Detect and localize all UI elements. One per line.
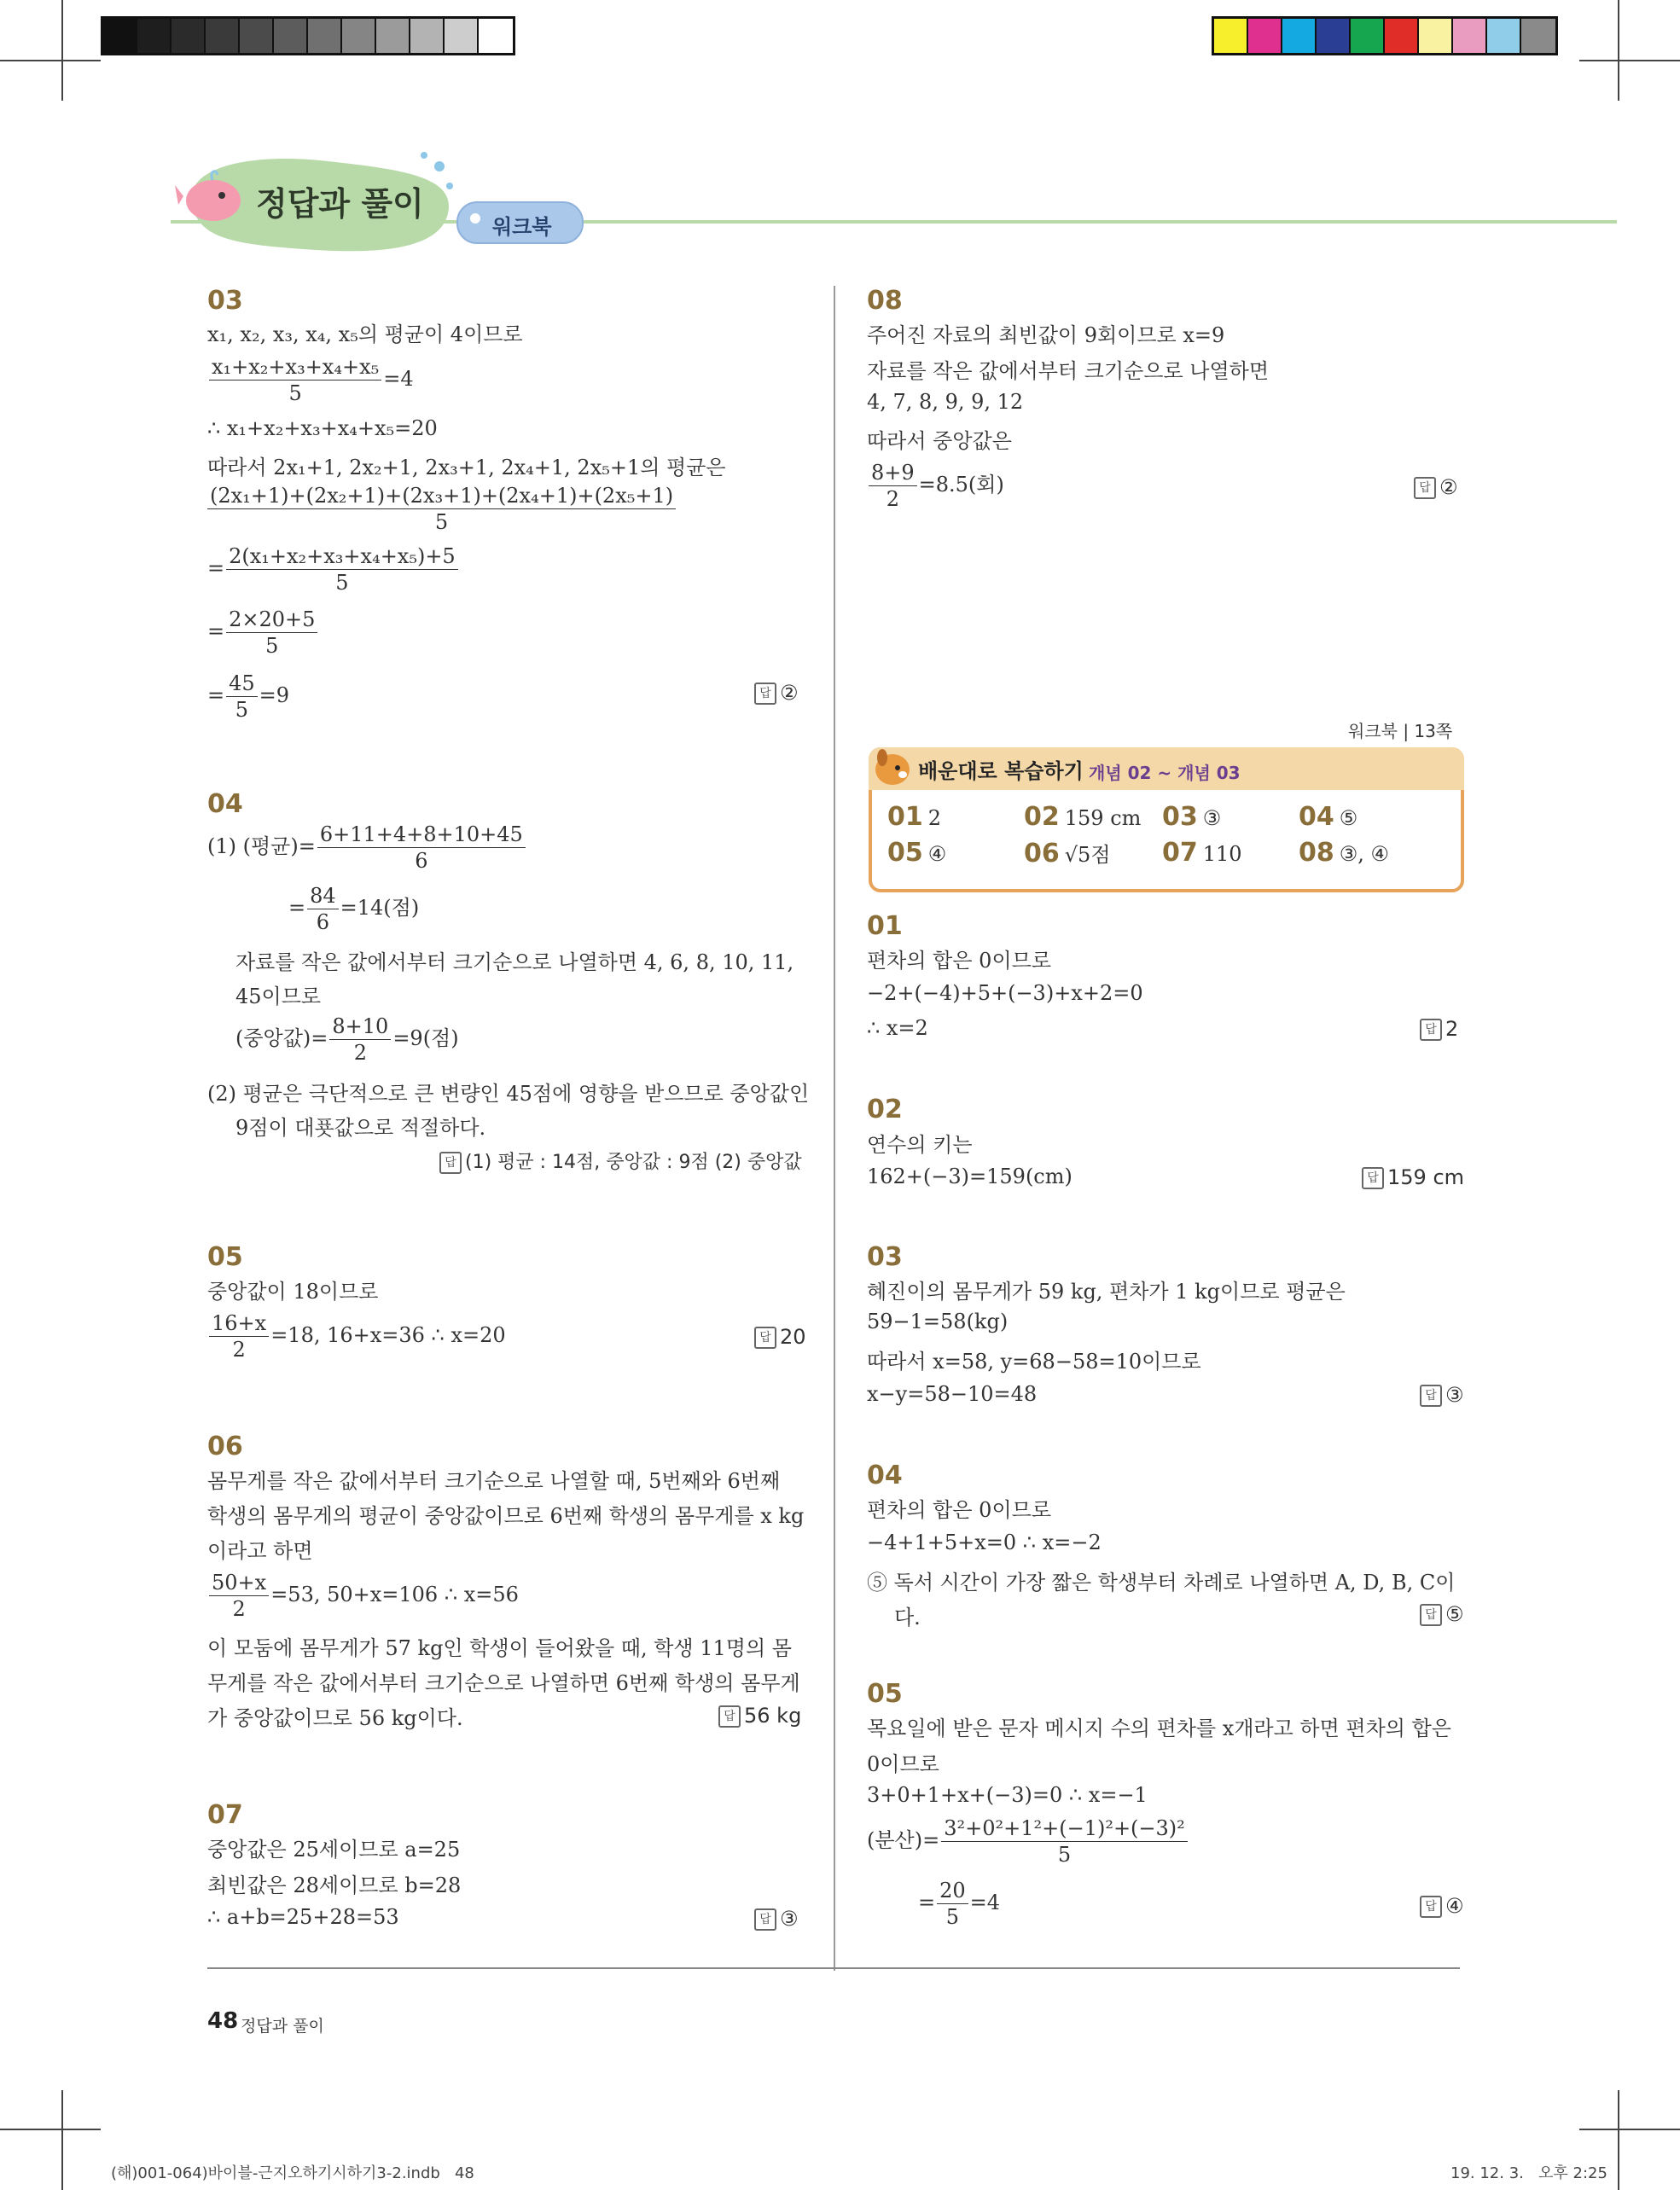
- solution-line: 4, 7, 8, 9, 9, 12: [867, 390, 1024, 414]
- answer-icon: 답: [754, 1908, 776, 1931]
- color-swatch: [1487, 19, 1521, 53]
- color-swatch: [1351, 19, 1385, 53]
- file-info: (해)001-064)바이블-근지오하기시하기3-2.indb 48: [111, 2164, 474, 2182]
- answer-mark: 답 56 kg: [718, 1704, 801, 1728]
- crop-mark: [61, 2090, 63, 2190]
- review-answer-item: [1162, 838, 1242, 868]
- answer-icon: 답: [1414, 477, 1436, 499]
- fraction-line: (1) (평균)= $\frac{6+11+4+8+10+45}{6}$: [207, 822, 527, 874]
- color-swatch: [1214, 19, 1248, 53]
- solution-line: 0이므로: [867, 1752, 939, 1776]
- review-answer-item: [1024, 802, 1141, 832]
- review-item-answer: √5점: [1064, 843, 1111, 867]
- crop-mark: [61, 0, 63, 101]
- solution-line: 9점이 대푯값으로 적절하다.: [235, 1116, 486, 1140]
- review-answer-item: [1024, 838, 1111, 868]
- color-swatch: [274, 19, 308, 53]
- review-item-number: 01: [887, 802, 923, 832]
- solution-line: 학생의 몸무게의 평균이 중앙값이므로 6번째 학생의 몸무게를 x kg: [207, 1504, 805, 1528]
- color-swatch: [240, 19, 274, 53]
- process-color-bar: [1212, 16, 1558, 55]
- workbook-page-ref: 워크북 | 13쪽: [1348, 721, 1453, 741]
- crop-mark: [1618, 2090, 1619, 2190]
- color-swatch: [137, 19, 171, 53]
- fraction-line: (분산)= $\frac{\text{3²+0²+1²+(−1)²+(−3)²}}{5}$: [867, 1815, 1189, 1868]
- review-answer-item: [1299, 802, 1357, 832]
- review-item-number: 03: [1162, 802, 1198, 832]
- color-swatch: [1317, 19, 1351, 53]
- review-item-number: 06: [1024, 839, 1060, 868]
- fraction-line: = $\frac{45}{5}$ =9: [207, 671, 290, 722]
- solution-line: 목요일에 받은 문자 메시지 수의 편차를 x개라고 하면 편차의 합은: [867, 1717, 1451, 1740]
- color-swatch: [171, 19, 206, 53]
- grayscale-color-bar: [101, 16, 515, 55]
- answer-mark: 답 ⑤: [1420, 1602, 1464, 1626]
- solution-line: 다.: [894, 1606, 921, 1629]
- answer-mark: 답 ②: [1414, 475, 1458, 499]
- color-swatch: [1385, 19, 1419, 53]
- color-swatch: [1282, 19, 1317, 53]
- solution-line: (2) 평균은 극단적으로 큰 변량인 45점에 영향을 받으므로 중앙값인: [207, 1082, 810, 1106]
- question-number: 08: [867, 286, 903, 316]
- question-number: 06: [207, 1432, 243, 1461]
- review-item-number: 05: [887, 838, 923, 868]
- question-number: 04: [867, 1461, 903, 1490]
- solution-line: 따라서 x=58, y=68−58=10이므로: [867, 1350, 1201, 1374]
- answer-mark: 답 2: [1420, 1017, 1458, 1041]
- review-item-answer: ③, ④: [1339, 842, 1390, 866]
- solution-line: −2+(−4)+5+(−3)+x+2=0: [867, 981, 1143, 1005]
- solution-line: x−y=58−10=48: [867, 1382, 1038, 1406]
- fraction-line: (중앙값)= $\frac{8+10}{2}$ =9(점): [235, 1014, 459, 1065]
- review-item-answer: 2: [927, 806, 942, 830]
- crop-mark: [1579, 2129, 1680, 2130]
- question-number: 03: [207, 286, 243, 316]
- solution-line: 3+0+1+x+(−3)=0 ∴ x=−1: [867, 1783, 1148, 1807]
- solution-line: 자료를 작은 값에서부터 크기순으로 나열하면: [867, 359, 1270, 383]
- solution-line: 혜진이의 몸무게가 59 kg, 편차가 1 kg이므로 평균은: [867, 1280, 1346, 1304]
- crop-mark: [1618, 0, 1619, 101]
- fraction-line: $\frac{50+x}{2}$ =53, 50+x=106 ∴ x=56: [207, 1570, 519, 1622]
- answer-icon: 답: [754, 683, 776, 705]
- review-item-number: 07: [1162, 838, 1198, 868]
- color-swatch: [1521, 19, 1555, 53]
- review-item-answer: ⑤: [1339, 806, 1358, 830]
- whale-icon: [175, 166, 252, 235]
- solution-line: 주어진 자료의 최빈값이 9회이므로 x=9: [867, 323, 1225, 347]
- color-swatch: [342, 19, 376, 53]
- footer-rule: [207, 1967, 1460, 1969]
- answer-icon: 답: [718, 1705, 741, 1728]
- color-swatch: [479, 19, 513, 53]
- question-number: 01: [867, 911, 903, 941]
- review-item-answer: 110: [1202, 842, 1242, 866]
- header-title: 정답과 풀이: [256, 185, 424, 223]
- crop-mark: [0, 60, 101, 61]
- question-number: 04: [207, 789, 243, 819]
- review-title: 배운대로 복습하기: [918, 759, 1084, 783]
- answer-mark: 답 ③: [1420, 1383, 1464, 1407]
- solution-line: 이라고 하면: [207, 1539, 313, 1563]
- fraction-line: = $\frac{\text{2(x₁+x₂+x₃+x₄+x₅)+5}}{5}$: [207, 543, 460, 595]
- fraction-line: = $\frac{84}{6}$ =14(점): [288, 884, 420, 934]
- color-swatch: [1248, 19, 1282, 53]
- answer-icon: 답: [1420, 1896, 1442, 1918]
- fraction-line: $\frac{\text{(2x₁+1)+(2x₂+1)+(2x₃+1)+(2x₄+1)+(2x₅+1)}}{5}$: [207, 483, 676, 535]
- dog-icon: [869, 742, 918, 793]
- solution-line: ∴ a+b=25+28=53: [207, 1905, 399, 1929]
- color-swatch: [103, 19, 137, 53]
- question-number: 07: [207, 1800, 243, 1830]
- answer-icon: 답: [1420, 1019, 1442, 1041]
- solution-line: 연수의 키는: [867, 1133, 973, 1157]
- workbook-tag: [456, 201, 584, 244]
- solution-line: 중앙값이 18이므로: [207, 1280, 379, 1304]
- crop-mark: [0, 2129, 101, 2130]
- solution-line: ∴ x=2: [867, 1016, 928, 1040]
- color-swatch: [410, 19, 445, 53]
- answer-mark: 답 (1) 평균 : 14점, 중앙값 : 9점 (2) 중앙값: [439, 1147, 802, 1174]
- question-number: 02: [867, 1095, 903, 1124]
- question-number: 03: [867, 1242, 903, 1272]
- answer-mark: 답 20: [754, 1325, 806, 1349]
- column-divider: [834, 286, 835, 1971]
- review-item-number: 02: [1024, 802, 1060, 832]
- solution-line: 편차의 합은 0이므로: [867, 949, 1051, 973]
- solution-line: 가 중앙값이므로 56 kg이다.: [207, 1706, 463, 1730]
- color-swatch: [445, 19, 479, 53]
- answer-icon: 답: [439, 1152, 462, 1174]
- dot-icon: [470, 213, 480, 224]
- solution-line: 중앙값은 25세이므로 a=25: [207, 1838, 461, 1862]
- answer-mark: 답 159 cm: [1362, 1165, 1464, 1189]
- review-answer-item: [1299, 838, 1389, 868]
- page-number: 48: [207, 2008, 239, 2034]
- fraction-line: $\frac{\text{x₁+x₂+x₃+x₄+x₅}}{5}$ =4: [207, 354, 414, 406]
- solution-line: −4+1+5+x=0 ∴ x=−2: [867, 1531, 1102, 1554]
- review-concept: 개념 02 ~ 개념 03: [1089, 763, 1241, 783]
- answer-icon: 답: [1362, 1167, 1384, 1189]
- footer-label: 정답과 풀이: [241, 2017, 324, 2036]
- color-swatch: [206, 19, 240, 53]
- solution-line: 따라서 2x₁+1, 2x₂+1, 2x₃+1, 2x₄+1, 2x₅+1의 평균은: [207, 456, 726, 479]
- print-time: 19. 12. 3. 오후 2:25: [1450, 2164, 1607, 2182]
- fraction-line: $\frac{16+x}{2}$ =18, 16+x=36 ∴ x=20: [207, 1310, 506, 1362]
- answer-mark: 답 ④: [1420, 1894, 1464, 1918]
- solution-line: 몸무게를 작은 값에서부터 크기순으로 나열할 때, 5번째와 6번째: [207, 1469, 781, 1493]
- workbook-tag-label: 워크북: [492, 215, 552, 239]
- solution-line: 무게를 작은 값에서부터 크기순으로 나열하면 6번째 학생의 몸무게: [207, 1671, 800, 1695]
- color-swatch: [376, 19, 410, 53]
- solution-line: ⑤ 독서 시간이 가장 짧은 학생부터 차례로 나열하면 A, D, B, C이: [867, 1571, 1456, 1595]
- solution-line: 162+(−3)=159(cm): [867, 1165, 1073, 1188]
- review-answer-item: [887, 802, 941, 832]
- answer-mark: 답 ②: [754, 681, 799, 705]
- solution-line: x₁, x₂, x₃, x₄, x₅의 평균이 4이므로: [207, 322, 523, 346]
- question-number: 05: [207, 1242, 243, 1272]
- solution-line: 편차의 합은 0이므로: [867, 1498, 1051, 1522]
- review-answer-item: [1162, 802, 1221, 832]
- review-item-number: 08: [1299, 838, 1334, 868]
- solution-line: 자료를 작은 값에서부터 크기순으로 나열하면 4, 6, 8, 10, 11,: [235, 950, 794, 974]
- fraction-line: = $\frac{2\times 20+5}{5}$: [207, 607, 319, 659]
- review-item-answer: ④: [927, 842, 947, 866]
- review-item-number: 04: [1299, 802, 1334, 832]
- solution-line: 59−1=58(kg): [867, 1310, 1009, 1333]
- color-swatch: [1453, 19, 1487, 53]
- answer-icon: 답: [1420, 1604, 1442, 1626]
- answer-icon: 답: [1420, 1385, 1442, 1407]
- crop-mark: [1579, 60, 1680, 61]
- solution-line: 따라서 중앙값은: [867, 429, 1012, 453]
- answer-mark: 답 ③: [754, 1907, 799, 1931]
- color-swatch: [1419, 19, 1453, 53]
- review-item-answer: ③: [1202, 806, 1222, 830]
- solution-line: 45이므로: [235, 985, 322, 1008]
- answer-icon: 답: [754, 1327, 776, 1349]
- color-swatch: [308, 19, 342, 53]
- fraction-line: = $\frac{20}{5}$ =4: [918, 1879, 1001, 1929]
- solution-line: ∴ x₁+x₂+x₃+x₄+x₅=20: [207, 416, 438, 440]
- solution-line: 이 모둠에 몸무게가 57 kg인 학생이 들어왔을 때, 학생 11명의 몸: [207, 1636, 792, 1660]
- fraction-line: $\frac{8+9}{2}$ =8.5(회): [867, 460, 1004, 512]
- review-item-answer: 159 cm: [1064, 806, 1142, 830]
- question-number: 05: [867, 1679, 903, 1709]
- review-answer-item: [887, 838, 946, 868]
- solution-line: 최빈값은 28세이므로 b=28: [207, 1873, 462, 1897]
